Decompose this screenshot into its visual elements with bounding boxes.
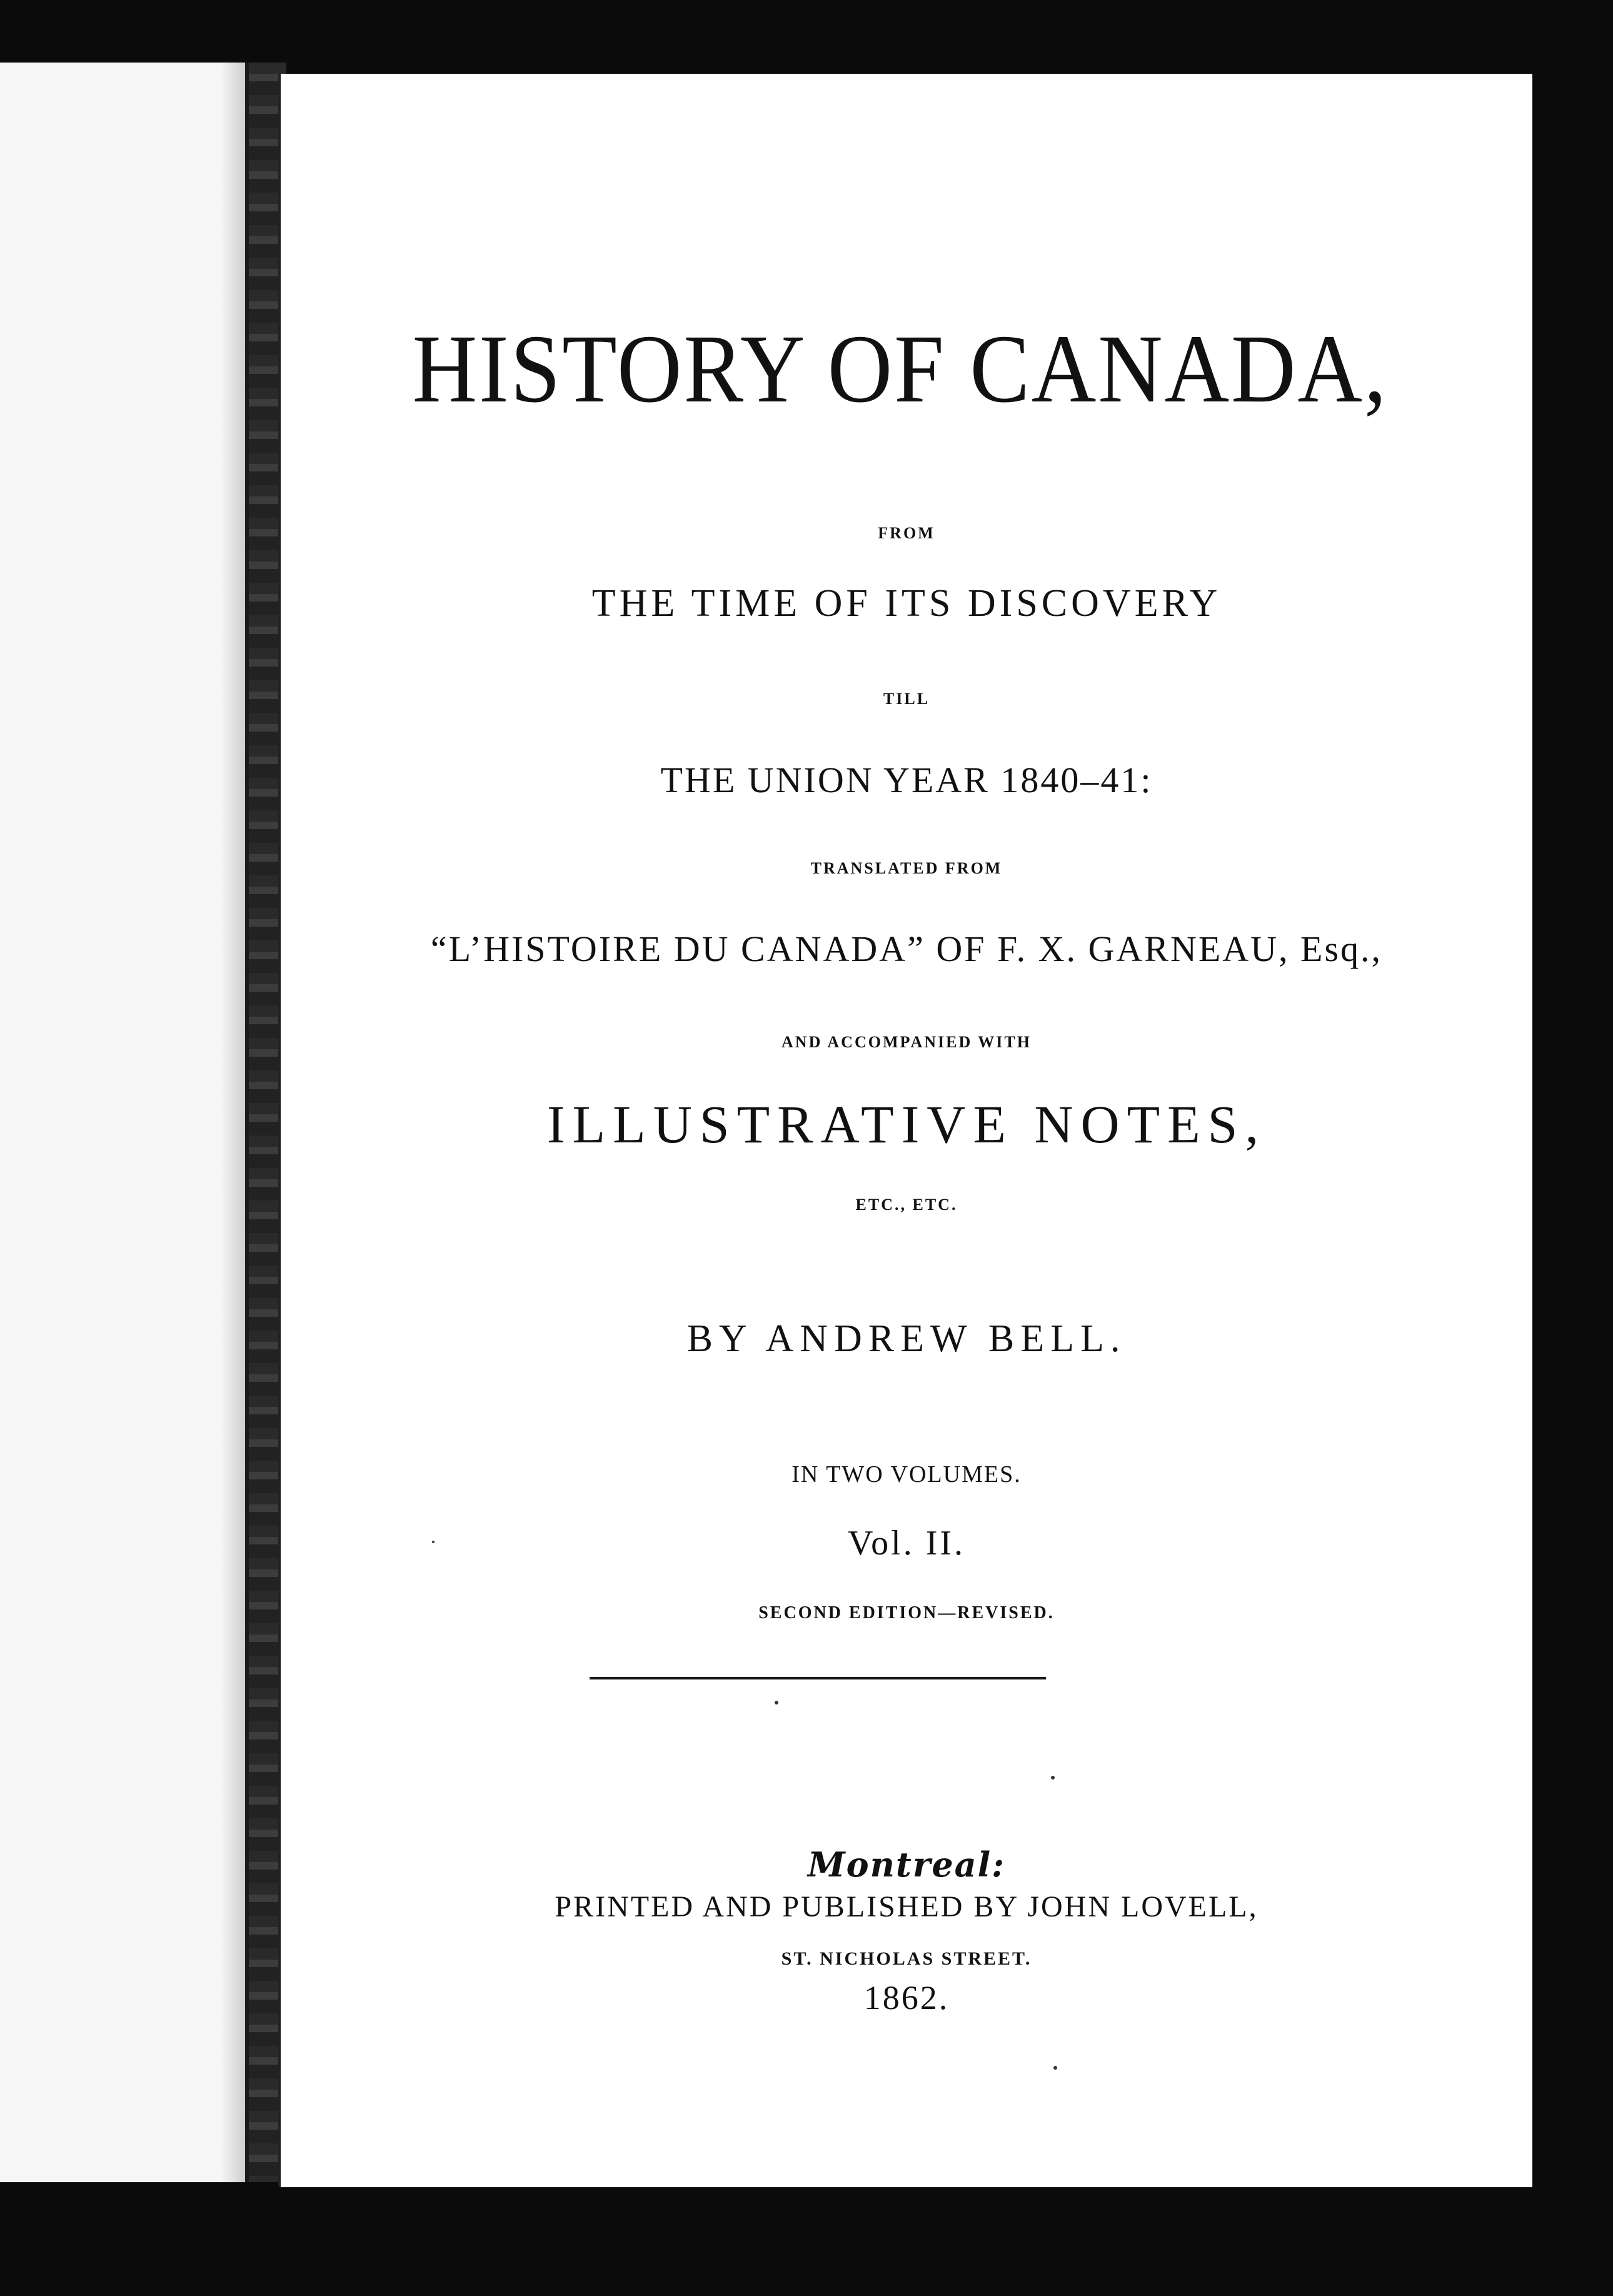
ink-speck [1051, 1776, 1055, 1780]
volume-number: Vol. II. [847, 1524, 966, 1563]
from-label: FROM [878, 524, 935, 542]
author-line: BY ANDREW BELL. [686, 1317, 1127, 1360]
translated-from-label: TRANSLATED FROM [810, 859, 1003, 877]
divider-rule [590, 1677, 1046, 1679]
ink-speck [432, 1541, 435, 1543]
page-shadow [220, 63, 245, 2182]
title-page [278, 74, 1532, 2187]
illustrative-notes: ILLUSTRATIVE NOTES, [546, 1094, 1267, 1154]
imprint-place: Montreal: [807, 1845, 1006, 1885]
imprint-year: 1862. [863, 1979, 950, 2017]
imprint-publisher: PRINTED AND PUBLISHED BY JOHN LOVELL, [555, 1890, 1259, 1923]
etc-label: ETC., ETC. [855, 1196, 958, 1214]
period-start: THE TIME OF ITS DISCOVERY [591, 582, 1222, 625]
volumes-label: IN TWO VOLUMES. [791, 1461, 1022, 1488]
ink-speck [1053, 2066, 1057, 2070]
till-label: TILL [883, 690, 930, 708]
imprint-street: ST. NICHOLAS STREET. [781, 1948, 1032, 1969]
accompanied-label: AND ACCOMPANIED WITH [781, 1033, 1032, 1051]
edition-label: SECOND EDITION—REVISED. [758, 1603, 1055, 1623]
previous-page-edge [0, 63, 249, 2182]
ink-speck [775, 1701, 778, 1704]
source-work: “L’HISTOIRE DU CANADA” OF F. X. GARNEAU, Esq., [430, 929, 1383, 969]
period-end: THE UNION YEAR 1840–41: [660, 760, 1153, 800]
book-title: HISTORY OF CANADA, [412, 315, 1389, 423]
